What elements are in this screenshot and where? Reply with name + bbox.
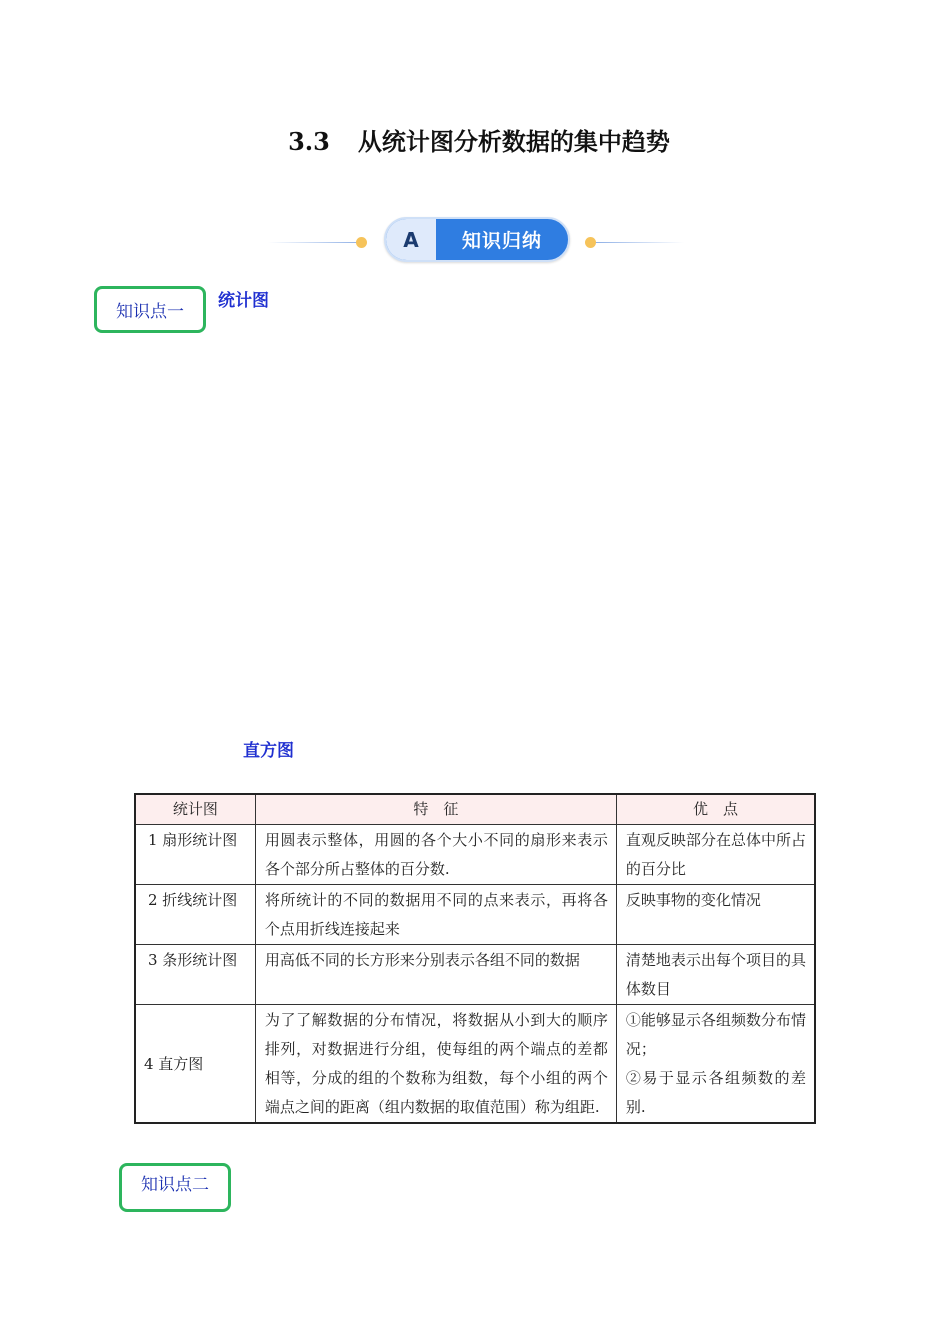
advantage-item-2: ②易于显示各组频数的差别. [625, 1069, 806, 1116]
subheading-histogram: 直方图 [243, 741, 294, 761]
row-name: 1 扇形统计图 [135, 825, 255, 885]
section-title: 从统计图分析数据的集中趋势 [357, 127, 670, 156]
header-chart: 统计图 [135, 794, 255, 825]
row-name: 3 条形统计图 [135, 945, 255, 1005]
row-name: 4 直方图 [135, 1005, 255, 1124]
header-feature-text: 特 征 [413, 800, 459, 818]
banner-line-right [596, 242, 684, 243]
table-row [135, 1005, 815, 1124]
row-feature: 用圆表示整体，用圆的各个大小不同的扇形来表示各个部分所占整体的百分数. [255, 825, 616, 885]
page-title [0, 122, 950, 157]
banner-dot-right [585, 237, 596, 248]
header-advantage-text: 优 点 [692, 800, 738, 818]
knowledge-point-two-box: 知识点二 [119, 1163, 231, 1212]
table-row [135, 825, 815, 885]
table-row [135, 945, 815, 1005]
row-advantage [616, 1005, 815, 1124]
knowledge-point-one-box: 知识点一 [94, 286, 206, 333]
table-header-row [135, 794, 815, 825]
section-banner [384, 217, 570, 262]
subheading-statistics-chart: 统计图 [218, 291, 269, 311]
statistics-chart-table [134, 793, 816, 1124]
row-advantage: 清楚地表示出每个项目的具体数目 [616, 945, 815, 1005]
header-advantage [616, 794, 815, 825]
banner-dot-left [356, 237, 367, 248]
row-feature: 为了了解数据的分布情况，将数据从小到大的顺序排列，对数据进行分组，使每组的两个端点的差都相等，分成的组的个数称为组数，每个小组的两个端点之间的距离（组内数据的取值范围）称为组距. [255, 1005, 616, 1124]
header-feature [255, 794, 616, 825]
banner-letter: A [386, 219, 436, 260]
row-advantage: 直观反映部分在总体中所占的百分比 [616, 825, 815, 885]
row-name: 2 折线统计图 [135, 885, 255, 945]
row-feature: 用高低不同的长方形来分别表示各组不同的数据 [255, 945, 616, 1005]
banner-line-left [268, 242, 360, 243]
section-number: 3.3 [288, 127, 330, 156]
table-row [135, 885, 815, 945]
row-feature: 将所统计的不同的数据用不同的点来表示，再将各个点用折线连接起来 [255, 885, 616, 945]
advantage-item-1: ①能够显示各组频数分布情况； [625, 1011, 806, 1058]
banner-label: 知识归纳 [461, 230, 542, 252]
row-advantage: 反映事物的变化情况 [616, 885, 815, 945]
